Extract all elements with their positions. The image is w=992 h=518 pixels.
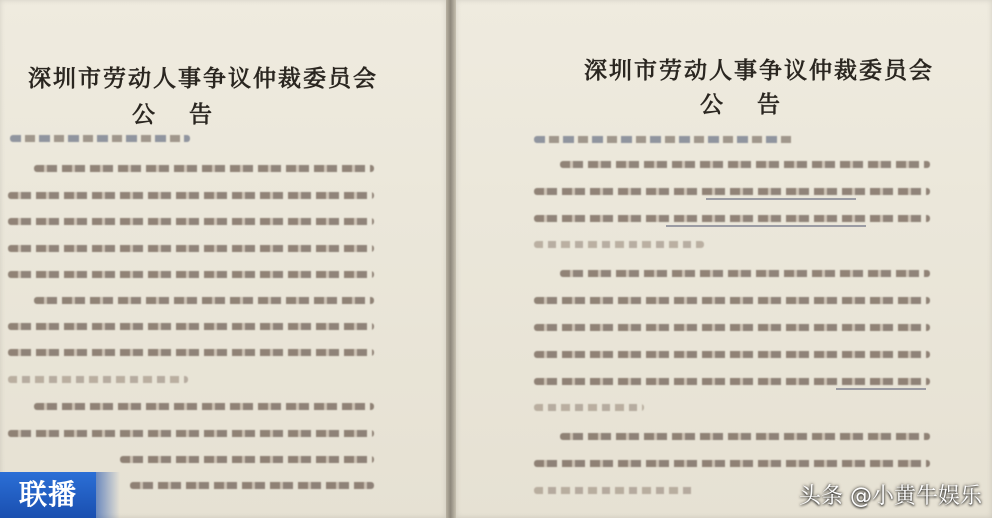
right-text-line	[560, 270, 930, 277]
right-text-line	[534, 404, 644, 411]
left-text-line	[34, 403, 374, 410]
right-text-line	[560, 433, 930, 440]
left-document-subtitle: 公告	[132, 101, 246, 128]
left-text-line	[34, 165, 374, 172]
left-text-line	[8, 349, 374, 356]
right-underline	[706, 198, 856, 200]
right-text-line	[534, 351, 930, 358]
right-text-line	[534, 297, 930, 304]
right-text-line	[534, 378, 930, 385]
left-text-line	[8, 323, 374, 330]
left-text-line	[130, 482, 374, 489]
left-announcement-page	[0, 0, 446, 518]
left-text-line	[10, 135, 190, 142]
left-document-title: 深圳市劳动人事争议仲裁委员会	[28, 65, 378, 92]
left-text-line	[8, 430, 374, 437]
right-text-line	[560, 161, 930, 168]
left-text-line	[8, 245, 374, 252]
right-text-line	[534, 215, 930, 222]
right-document-subtitle: 公告	[700, 91, 814, 118]
right-text-line	[534, 241, 704, 248]
right-text-line	[534, 188, 930, 195]
right-text-line	[534, 324, 930, 331]
right-announcement-page	[456, 0, 992, 518]
right-underline	[666, 225, 866, 227]
news-broadcast-tag: 联播	[0, 472, 96, 518]
right-text-line	[534, 487, 694, 494]
right-text-line	[534, 136, 794, 143]
left-text-line	[34, 297, 374, 304]
source-watermark: 头条 @小黄牛娱乐	[799, 484, 982, 509]
page-fold	[446, 0, 456, 518]
left-text-line	[8, 218, 374, 225]
left-text-line	[120, 456, 374, 463]
news-tag-fade	[96, 472, 120, 518]
left-text-line	[8, 271, 374, 278]
right-text-line	[534, 460, 930, 467]
right-document-title: 深圳市劳动人事争议仲裁委员会	[584, 57, 934, 84]
right-underline	[836, 388, 926, 390]
left-text-line	[8, 376, 188, 383]
left-text-line	[8, 192, 374, 199]
